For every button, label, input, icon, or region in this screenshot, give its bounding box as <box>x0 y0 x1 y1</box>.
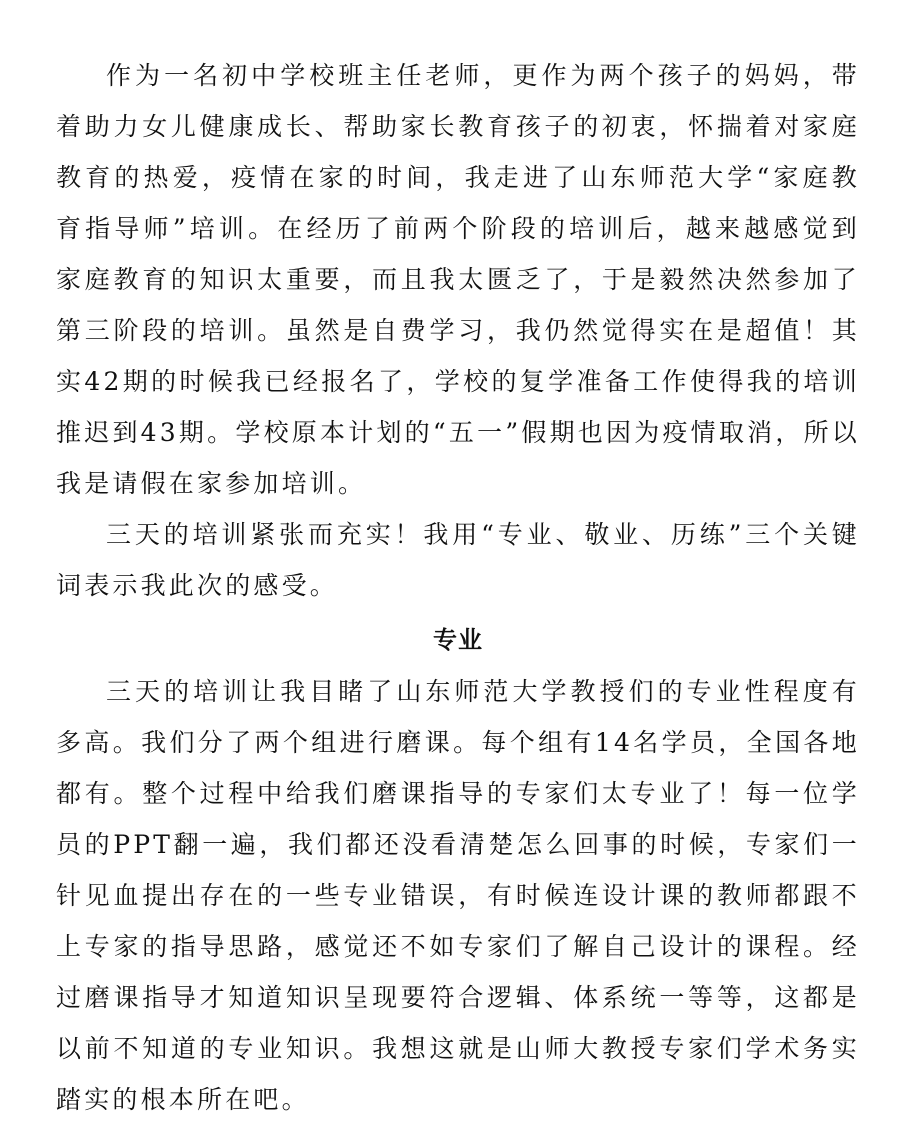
intro-paragraph-2: 三天的培训紧张而充实！我用“专业、敬业、历练”三个关键词表示我此次的感受。 <box>56 520 860 600</box>
intro-paragraph-1: 作为一名初中学校班主任老师，更作为两个孩子的妈妈，带着助力女儿健康成长、帮助家长教育孩子的初衷，怀揣着对家庭教育的热爱，疫情在家的时间，我走进了山东师范大学“家庭教育指导师”培训。在经历了前两个阶段的培训后，越来越感觉到家庭教育的知识太重要，而且我太匮乏了，于是毅然决然参加了第三阶段的培训。虽然是自费学习，我仍然觉得实在是超值！其实42期的时候我已经报名了，学校的复学准备工作使得我的培训推迟到43期。学校原本计划的“五一”假期也因为疫情取消，所以我是请假在家参加培训。 <box>56 61 860 498</box>
section-paragraph-1: 三天的培训让我目睹了山东师范大学教授们的专业性程度有多高。我们分了两个组进行磨课。每个组有14名学员，全国各地都有。整个过程中给我们磨课指导的专家们太专业了！每一位学员的PPT翻一遍，我们都还没看清楚怎么回事的时候，专家们一针见血提出存在的一些专业错误，有时候连设计课的教师都跟不上专家的指导思路，感觉还不如专家们了解自己设计的课程。经过磨课指导才知道知识呈现要符合逻辑、体系统一等等，这都是以前不知道的专业知识。我想这就是山师大教授专家们学术务实踏实的根本所在吧。 <box>56 677 860 1114</box>
section-heading: 专业 <box>433 626 483 654</box>
document-page <box>56 50 860 1125</box>
